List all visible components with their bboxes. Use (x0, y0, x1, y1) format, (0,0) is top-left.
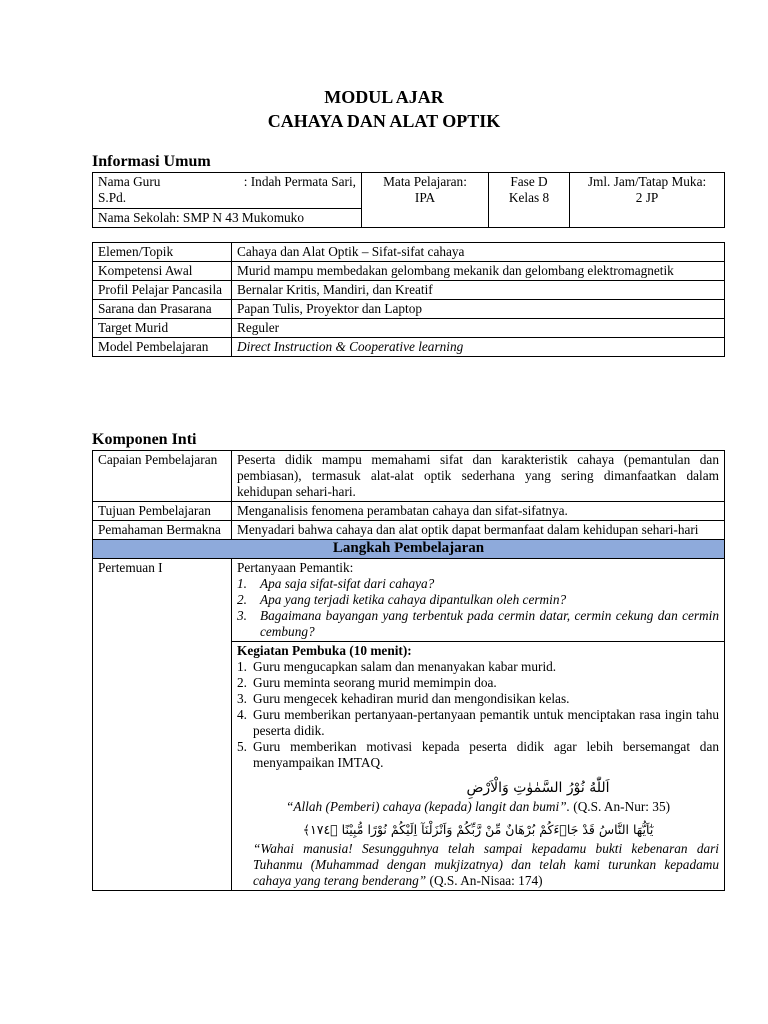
mata-pelajaran-label: Mata Pelajaran: (383, 174, 467, 189)
profil-pelajar-label: Profil Pelajar Pancasila (93, 281, 232, 300)
nama-guru-value: : Indah Permata Sari, (243, 174, 356, 189)
elemen-topik-value: Cahaya dan Alat Optik – Sifat-sifat cahaya (232, 243, 725, 262)
list-item: 3. Guru mengecek kehadiran murid dan mengondisikan kelas. (237, 691, 570, 706)
jam-tatap-muka-label: Jml. Jam/Tatap Muka: (587, 174, 707, 189)
target-murid-value: Reguler (232, 319, 725, 338)
komponen-inti-table (92, 450, 725, 891)
pertemuan-label: Pertemuan I (93, 559, 232, 891)
informasi-umum-table (92, 172, 725, 228)
model-pembelajaran-label: Model Pembelajaran (93, 338, 232, 357)
list-item: 2. Guru meminta seorang murid memimpin doa. (237, 675, 497, 690)
ayat-an-nur-translation: “Allah (Pemberi) cahaya (kepada) langit dan bumi”. (Q.S. An-Nur: 35) (285, 799, 671, 814)
list-item: 3. Bagaimana bayangan yang terbentuk pada cermin datar, cermin cekung dan cermin cembung? (237, 608, 719, 639)
list-item: 4. Guru memberikan pertanyaan-pertanyaan pemantik untuk menciptakan rasa ingin tahu peserta didik. (237, 707, 719, 738)
pertanyaan-pemantik-list (237, 576, 719, 640)
sarana-prasarana-value: Papan Tulis, Proyektor dan Laptop (232, 300, 725, 319)
pemahaman-label: Pemahaman Bermakna (93, 521, 232, 540)
document-title: MODUL AJAR (324, 87, 444, 107)
nama-sekolah-cell: Nama Sekolah: SMP N 43 Mukomuko (93, 209, 362, 228)
pertanyaan-pemantik-cell (232, 559, 725, 642)
tujuan-label: Tujuan Pembelajaran (93, 502, 232, 521)
elemen-topik-label: Elemen/Topik (93, 243, 232, 262)
document-subtitle: CAHAYA DAN ALAT OPTIK (267, 111, 501, 131)
mata-pelajaran-value: IPA (414, 190, 436, 205)
detail-table (92, 242, 725, 357)
model-pembelajaran-value: Direct Instruction & Cooperative learning (232, 338, 725, 357)
tujuan-value: Menganalisis fenomena perambatan cahaya dan sifat-sifatnya. (232, 502, 725, 521)
capaian-label: Capaian Pembelajaran (93, 451, 232, 502)
capaian-value: Peserta didik mampu memahami sifat dan karakteristik cahaya (pemantulan dan pembiasan), termasuk alat-alat optik sederhana yang sering dimanfaatkan dalam kehidupan sehari-hari. (232, 451, 725, 502)
section-heading-komponen-inti: Komponen Inti (92, 431, 197, 448)
ayat-an-nisaa-translation: “Wahai manusia! Sesungguhnya telah sampai kepadamu bukti kebenaran dari Tuhanmu (Muhammad dengan mukjizatnya) dan telah kami turunkan kepadamu cahaya yang terang benderang” (Q.S. An-Nisaa: 174) (253, 841, 719, 888)
langkah-pembelajaran-header: Langkah Pembelajaran (93, 540, 725, 559)
jam-tatap-muka-cell (570, 173, 725, 228)
kegiatan-pembuka-cell (232, 642, 725, 891)
ayat-an-nisaa-arabic: يٰٓاَيُّهَا النَّاسُ قَدْ جَاۤءَكُمْ بُرْهَانٌ مِّنْ رَّبِّكُمْ وَاَنْزَلْنَآ اِلَيْكُمْ نُوْرًا مُّبِيْنًا ﴿١٧٤﴾ (302, 822, 654, 837)
list-item: 1. Guru mengucapkan salam dan menanyakan kabar murid. (237, 659, 557, 674)
nama-guru-gelar: S.Pd. (98, 190, 127, 205)
pemahaman-value: Menyadari bahwa cahaya dan alat optik dapat bermanfaat dalam kehidupan sehari-hari (232, 521, 725, 540)
list-item: 2. Apa yang terjadi ketika cahaya dipantulkan oleh cermin? (237, 592, 567, 607)
kompetensi-awal-label: Kompetensi Awal (93, 262, 232, 281)
ayat-an-nur-arabic: اَللّٰهُ نُوْرُ السَّمٰوٰتِ وَالْاَرْضِ (466, 780, 610, 796)
fase-kelas-cell (489, 173, 570, 228)
list-item: 5. Guru memberikan motivasi kepada peserta didik agar lebih bersemangat dan menyampaikan IMTAQ. (237, 739, 719, 770)
kegiatan-pembuka-list (237, 659, 719, 771)
jam-tatap-muka-value: 2 JP (635, 190, 659, 205)
nama-guru-label: Nama Guru (98, 174, 161, 189)
profil-pelajar-value: Bernalar Kritis, Mandiri, dan Kreatif (232, 281, 725, 300)
list-item: 1. Apa saja sifat-sifat dari cahaya? (237, 576, 435, 591)
nama-guru-cell (93, 173, 362, 209)
fase-value: Fase D (510, 174, 548, 189)
kelas-value: Kelas 8 (508, 190, 550, 205)
target-murid-label: Target Murid (93, 319, 232, 338)
sarana-prasarana-label: Sarana dan Prasarana (93, 300, 232, 319)
kompetensi-awal-value: Murid mampu membedakan gelombang mekanik dan gelombang elektromagnetik (232, 262, 725, 281)
kegiatan-pembuka-title: Kegiatan Pembuka (10 menit): (237, 643, 412, 658)
section-heading-informasi-umum: Informasi Umum (92, 153, 211, 170)
mata-pelajaran-cell (362, 173, 489, 228)
pertanyaan-pemantik-title: Pertanyaan Pemantik: (237, 560, 354, 575)
